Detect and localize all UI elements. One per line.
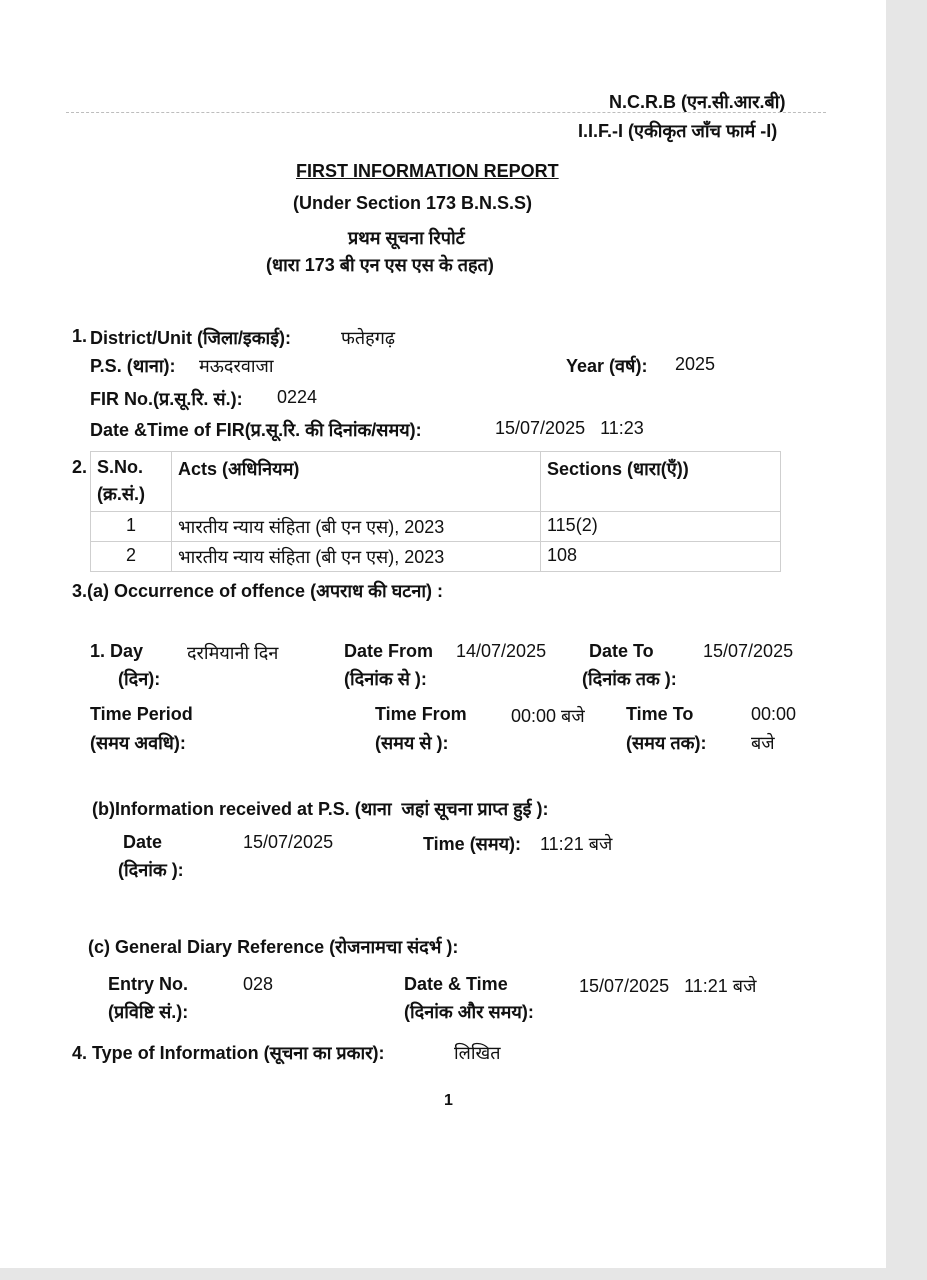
- section1-number: 1.: [72, 326, 88, 346]
- date-from-value: 14/07/2025: [456, 641, 547, 661]
- time-to-value-unit: बजे: [751, 733, 775, 753]
- report-title: FIRST INFORMATION REPORT: [296, 161, 559, 181]
- fir-datetime-label: Date &Time of FIR(प्र.सू.रि. की दिनांक/समय):: [90, 420, 422, 440]
- section2-number: 2.: [72, 457, 88, 477]
- info-date-label-hi: (दिनांक ):: [118, 860, 184, 880]
- date-from-label-hi: (दिनांक से ):: [344, 669, 427, 689]
- time-period-label-hi: (समय अवधि):: [90, 733, 186, 753]
- sections-header: Sections (धारा(एँ)): [541, 452, 781, 512]
- info-received-heading: (b)Information received at P.S. (थाना जहां सूचना प्राप्त हुई ):: [92, 799, 549, 819]
- fir-value: 0224: [277, 387, 318, 407]
- year-value: 2025: [675, 354, 716, 374]
- day-value: दरमियानी दिन: [187, 643, 279, 663]
- acts-header: Acts (अधिनियम): [172, 452, 541, 512]
- year-label: Year (वर्ष):: [566, 356, 648, 376]
- time-from-value: 00:00 बजे: [511, 706, 585, 726]
- fir-datetime-value: 15/07/2025 11:23: [495, 418, 644, 438]
- date-to-label: Date To: [589, 641, 654, 661]
- entry-no-value: 028: [243, 974, 274, 994]
- info-time-value: 11:21 बजे: [540, 834, 613, 854]
- time-to-label: Time To: [626, 704, 694, 724]
- table-row: [91, 542, 781, 572]
- report-subtitle: (Under Section 173 B.N.S.S): [293, 193, 533, 213]
- gd-datetime-label-hi: (दिनांक और समय):: [404, 1002, 534, 1022]
- date-from-label: Date From: [344, 641, 434, 661]
- occurrence-heading: 3.(a) Occurrence of offence (अपराध की घटना) :: [72, 581, 443, 601]
- time-period-label: Time Period: [90, 704, 193, 724]
- report-title-hindi: प्रथम सूचना रिपोर्ट: [348, 228, 465, 248]
- day-label: 1. Day: [90, 641, 144, 661]
- row-sno: 1: [91, 512, 172, 542]
- district-value: फतेहगढ़: [341, 328, 395, 348]
- header-divider: [66, 112, 826, 113]
- time-to-label-hi: (समय तक):: [626, 733, 707, 753]
- gd-datetime-value: 15/07/2025 11:21 बजे: [579, 976, 757, 996]
- fir-label: FIR No.(प्र.सू.रि. सं.):: [90, 389, 243, 409]
- type-of-information-value: लिखित: [454, 1043, 501, 1063]
- time-to-value: 00:00: [751, 704, 797, 724]
- row-sno: 2: [91, 542, 172, 572]
- ps-label: P.S. (थाना):: [90, 356, 176, 376]
- date-to-value: 15/07/2025: [703, 641, 794, 661]
- entry-no-label: Entry No.: [108, 974, 189, 994]
- info-date-label: Date: [123, 832, 163, 852]
- info-date-value: 15/07/2025: [243, 832, 334, 852]
- district-label: District/Unit (जिला/इकाई):: [90, 328, 292, 348]
- row-act: भारतीय न्याय संहिता (बी एन एस), 2023: [172, 512, 541, 542]
- time-from-label: Time From: [375, 704, 467, 724]
- sno-header-hi: (क्र.सं.): [97, 484, 145, 504]
- acts-table: [90, 451, 781, 572]
- row-section: 115(2): [541, 512, 781, 542]
- sno-header-en: S.No.: [97, 457, 144, 477]
- time-from-label-hi: (समय से ):: [375, 733, 449, 753]
- info-time-label: Time (समय):: [423, 834, 522, 854]
- sno-header: [91, 452, 172, 512]
- acts-table-header: [91, 452, 781, 512]
- row-section: 108: [541, 542, 781, 572]
- row-act: भारतीय न्याय संहिता (बी एन एस), 2023: [172, 542, 541, 572]
- gd-reference-heading: (c) General Diary Reference (रोजनामचा संदर्भ ):: [88, 937, 459, 957]
- ncrb-header: N.C.R.B (एन.सी.आर.बी): [609, 92, 786, 112]
- type-of-information-label: 4. Type of Information (सूचना का प्रकार):: [72, 1043, 385, 1063]
- page-number: 1: [444, 1092, 453, 1109]
- gd-datetime-label: Date & Time: [404, 974, 508, 994]
- date-to-label-hi: (दिनांक तक ):: [582, 669, 677, 689]
- ps-value: मऊदरवाजा: [199, 356, 274, 376]
- report-subtitle-hindi: (धारा 173 बी एन एस एस के तहत): [266, 255, 494, 275]
- iif-header: I.I.F.-I (एकीकृत जाँच फार्म -I): [578, 121, 778, 141]
- table-row: [91, 512, 781, 542]
- entry-no-label-hi: (प्रविष्टि सं.):: [108, 1002, 189, 1022]
- day-label-hi: (दिन):: [118, 669, 161, 689]
